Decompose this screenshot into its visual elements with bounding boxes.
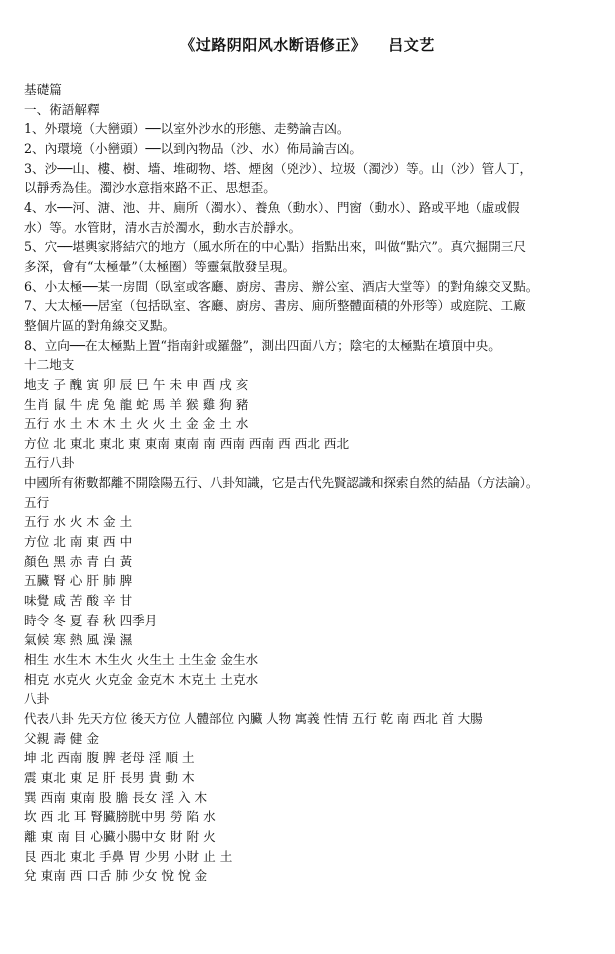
table-row: 離 東 南 目 心臟小腸中女 財 附 火 xyxy=(24,828,216,844)
table-row: 五行 水 火 木 金 土 xyxy=(24,514,133,530)
section-heading: 八卦 xyxy=(24,691,50,707)
text-line: 8、立向──在太極點上置“指南針或羅盤”，測出四面八方；陰宅的太極點在墳頂中央。 xyxy=(24,337,501,353)
table-row: 生肖 鼠 牛 虎 兔 龍 蛇 馬 羊 猴 雞 狗 豬 xyxy=(24,396,249,412)
author-name: 吕文艺 xyxy=(388,36,435,54)
table-row: 相克 水克火 火克金 金克木 木克土 土克水 xyxy=(24,671,259,687)
table-row: 代表八卦 先天方位 後天方位 人體部位 內臟 人物 寓義 性情 五行 乾 南 西北 首 大腸 xyxy=(24,711,483,726)
table-row: 方位 北 南 東 西 中 xyxy=(24,534,133,550)
text-line: 3、沙──山、樓、樹、墻、堆砌物、塔、煙囪（兇沙）、垃圾（濁沙）等。山（沙）管人丁， xyxy=(24,160,533,176)
text-line: 多深，會有“太極暈”（太極圈）等靈氣散發呈現。 xyxy=(24,258,296,274)
text-line: 水）等。水管財，清水吉於濁水，動水吉於靜水。 xyxy=(24,219,302,235)
document-title-line xyxy=(0,34,615,55)
table-row: 地支 子 醜 寅 卯 辰 巳 午 未 申 酉 戌 亥 xyxy=(24,376,249,392)
table-row: 坎 西 北 耳 腎臟膀胱中男 勞 陷 水 xyxy=(24,809,216,825)
table-row: 巽 西南 東南 股 膽 長女 淫 入 木 xyxy=(24,789,208,805)
table-row: 方位 北 東北 東北 東 東南 東南 南 西南 西南 西 西北 西北 xyxy=(24,435,350,451)
table-row: 五行 水 土 木 木 土 火 火 土 金 金 土 水 xyxy=(24,416,249,432)
section-heading: 十二地支 xyxy=(24,357,75,373)
table-row: 顏色 黑 赤 青 白 黃 xyxy=(24,553,133,569)
text-line: 5、穴──堪輿家將結穴的地方（風水所在的中心點）指點出來，叫做“點穴”。真穴掘開三尺 xyxy=(24,239,527,255)
text-line: 1、外環境（大巒頭）──以室外沙水的形態、走勢論吉凶。 xyxy=(24,121,350,137)
document-body xyxy=(24,80,608,886)
table-row: 時令 冬 夏 春 秋 四季月 xyxy=(24,612,158,628)
section-heading: 五行八卦 xyxy=(24,455,75,471)
table-row: 相生 水生木 木生火 火生土 土生金 金生水 xyxy=(24,652,259,668)
document-title: 《过路阴阳风水断语修正》 xyxy=(180,36,367,54)
table-row: 父親 壽 健 金 xyxy=(24,730,99,746)
table-row: 味覺 咸 苦 酸 辛 甘 xyxy=(24,593,133,609)
subsection-heading: 一、術語解釋 xyxy=(24,101,100,117)
text-line: 以靜秀為佳。濁沙水意指來路不正、思想歪。 xyxy=(24,180,276,196)
table-row: 兌 東南 西 口舌 肺 少女 悅 悅 金 xyxy=(24,868,208,884)
text-line: 2、內環境（小巒頭）──以到內物品（沙、水）佈局論吉凶。 xyxy=(24,140,363,156)
table-row: 坤 北 西南 腹 脾 老母 淫 順 土 xyxy=(24,750,195,766)
text-line: 整個片區的對角線交叉點。 xyxy=(24,317,176,333)
text-line: 中國所有術數都離不開陰陽五行、八卦知識，它是古代先賢認識和探索自然的結晶（方法論）。 xyxy=(24,475,539,491)
table-row: 五臟 腎 心 肝 肺 脾 xyxy=(24,573,133,589)
text-line: 7、大太極──居室（包括臥室、客廳、廚房、書房、廁所整體面積的外形等）或庭院、工廠 xyxy=(24,298,526,314)
section-heading: 基礎篇 xyxy=(24,82,62,97)
text-line: 4、水──河、溏、池、井、廁所（濁水）、養魚（動水）、門窗（動水）、路或平地（虛或假 xyxy=(24,199,520,215)
table-row: 震 東北 東 足 肝 長男 貴 動 木 xyxy=(24,769,195,785)
section-heading: 五行 xyxy=(24,494,50,510)
text-line: 6、小太極──某一房間（臥室或客廳、廚房、書房、辦公室、酒店大堂等）的對角線交叉點。 xyxy=(24,278,539,294)
table-row: 艮 西北 東北 手鼻 胃 少男 小財 止 土 xyxy=(24,848,233,864)
table-row: 氣候 寒 熱 風 澡 濕 xyxy=(24,632,133,648)
